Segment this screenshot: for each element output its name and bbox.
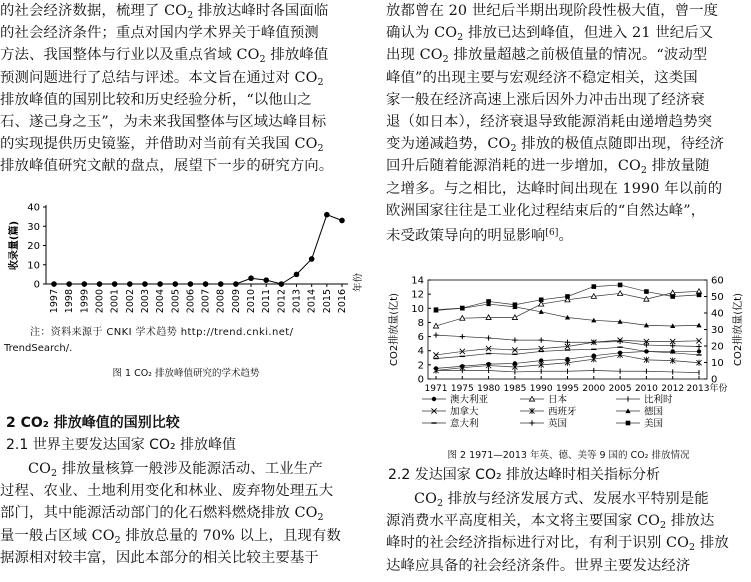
marker-square [592,284,597,289]
y-left-tick-label: 8 [417,317,424,329]
data-point [324,212,330,218]
text-line: $CO_2$ 排放与经济发展方式、发展水平特别是能 [414,491,709,509]
x-tick-label: 1985 [503,384,527,394]
y-right-tick-label: 10 [711,358,724,369]
legend-label: 日本 [548,394,568,406]
text-line: 欧洲国家往往是工业化过程结束后的“自然达峰”， [386,202,706,219]
x-tick-label: 2006 [185,289,197,314]
x-tick-label: 1971 [424,384,448,394]
y-left-tick-label: 4 [417,346,424,358]
marker-square [460,306,465,311]
y-right-tick-label: 60 [711,275,724,287]
text-line: 源消费水平高度相关，本文将主要国家 $CO_2$ 排放达 [386,513,715,532]
legend-label: 德国 [644,406,664,418]
x-tick-label: 2009 [230,289,242,314]
x-tick-label: 2015 [321,289,333,314]
marker-plus [618,339,623,344]
text-line: 未受政策导向的明显影响[6]。 [386,227,573,244]
legend-item [616,418,663,430]
marker-triangle [618,291,623,296]
text-line: 排放峰值的国别比较和历史经验分析，“以他山之 [0,91,312,108]
marker-square [670,294,675,299]
text-line: 回升后随着能源消耗的进一步增加，$CO_2$ 排放量随 [386,158,710,177]
right-paragraph-2 [386,488,751,577]
text-line: 过程、农业、土地利用变化和林业、废弃物处理五大 [0,483,334,500]
right-paragraph-1 [386,0,751,244]
data-point [263,277,269,283]
text-line: 之增多。与之相比，达峰时间出现在 1990 年以前的 [386,180,723,197]
marker-square [626,421,631,426]
legend-label: 澳大利亚 [450,394,489,406]
x-tick-label: 2003 [139,289,151,314]
figure-1-note [30,325,372,340]
x-tick-label: 1998 [64,289,76,314]
x-tick-label: 2001 [109,289,121,314]
y-right-tick-label: 20 [711,341,724,353]
text-line: 确认为 $CO_2$ 排放已达到峰值，但进入 21 世纪后又 [386,25,714,44]
figure-1-chart [0,198,372,326]
x-tick-label: 2016 [337,289,348,314]
y-tick-label: 40 [27,202,40,214]
x-tick-label: 2010 [246,289,258,314]
y-right-tick-label: 40 [711,308,724,320]
legend-item [422,418,479,430]
x-tick-label: 2007 [200,289,212,314]
figure-2-chart [386,268,751,448]
series-8 [434,283,702,312]
marker-dot [432,397,436,401]
y-right-tick-label: 30 [711,325,724,336]
data-point [294,272,300,278]
text-line: 石、遂己身之玉”，为未来我国整体与区域达峰目标 [0,113,327,130]
y-tick-label: 20 [27,241,40,252]
legend-item [616,394,673,406]
text-line: 部门，其中能源活动部门的化石燃料燃烧排放 $CO_2$ [0,505,324,524]
text-line: 放都曾在 20 世纪后半期出现阶段性极大值，曾一度 [386,3,719,19]
x-tick-label: 2008 [215,289,227,314]
marker-square [486,299,491,304]
legend-label: 比利时 [644,394,673,406]
series-6 [436,368,699,375]
marker-plus [696,344,701,349]
text-line: 的社会经济条件；重点对国内学术界关于峰值预测 [0,25,319,42]
text-line: 变为递减趋势，$CO_2$ 排放的极值点随即出现，待经济 [386,136,725,155]
legend-label: 美国 [644,418,664,430]
x-tick-label: 2013年份 [686,384,728,394]
x-unit-label: 年份 [353,272,364,292]
marker-plus [529,420,534,425]
text-line: 出现 $CO_2$ 排放量超越之前极值量的情况。“波动型 [386,47,708,66]
subsection-title-2-2: 2.2 发达国家 CO₂ 排放达峰时相关指标分析 [388,467,661,483]
y-tick-label: 10 [27,260,40,272]
y-left-tick-label: 6 [417,332,424,344]
text-line: 的实现提供历史镜鉴，并借助对当前有关我国 $CO_2$ [0,136,324,155]
x-tick-label: 2000 [582,384,606,394]
text-line: 峰时的社会经济指标进行对比，有利于识别 $CO_2$ 排放 [386,535,729,554]
text-line: 方法、我国整体与行业以及重点省域 $CO_2$ 排放峰值 [0,47,329,66]
y-left-tick-label: 12 [411,289,424,301]
x-tick-label: 1999 [79,289,91,314]
y-tick-label: 30 [27,221,40,233]
section-title: 2 CO₂ 排放峰值的国别比较 [6,415,180,431]
x-tick-label: 2004 [155,289,167,314]
text-line: 预测问题进行了总结与评述。本文旨在通过对 $CO_2$ [0,69,324,88]
text-line: 的社会经济数据，梳理了 $CO_2$ 排放达峰时各国面临 [0,3,329,21]
legend-label: 加拿大 [450,406,479,418]
y-axis-label: 收录量(篇) [9,220,20,271]
data-point [339,218,345,224]
figure-1-note-line2: TrendSearch/. [4,343,73,354]
legend-item [520,406,577,418]
text-line: 排放峰值研究文献的盘点，展望下一步的研究方向。 [0,158,334,175]
legend-label: 西班牙 [548,406,577,418]
text-line: 据源相对较丰富，因此本部分的相关比较主要基于 [0,549,319,566]
x-tick-label: 2005 [170,289,182,314]
subsection-title-2-1: 2.1 世界主要发达国家 CO₂ 排放峰值 [6,437,237,453]
x-tick-label: 1990 [529,384,553,394]
text-line: $CO_2$ 排放量核算一般涉及能源活动、工业生产 [28,461,323,479]
marker-square [644,289,649,294]
series-line [436,347,699,358]
marker-square [697,293,702,298]
left-paragraph-2 [0,458,372,569]
x-tick-label: 2012 [661,384,685,394]
text-line: 达峰应具备的社会经济条件。世界主要发达经济 [386,557,691,574]
legend-item [520,418,567,430]
legend-item [520,394,568,406]
x-tick-label: 2005 [608,384,632,394]
y-left-axis-label: CO2排放量(亿t) [389,293,400,366]
x-tick-label: 1997 [49,289,60,314]
y-tick-label: 0 [33,279,40,291]
legend-label: 英国 [548,418,568,430]
figure-1-caption: 图 1 CO₂ 排放峰值研究的学术趋势 [112,368,260,379]
figure-1-note-line1: 注：资料来源于 CNKI 学术趋势 http://trend.cnki.net/ [30,327,294,338]
x-tick-label: 2000 [94,289,106,314]
data-point [309,256,315,262]
text-line: 量一般占区域 $CO_2$ 排放总量的 70% 以上，且现有数 [0,527,341,546]
left-paragraph-1 [0,0,372,178]
y-left-tick-label: 0 [417,374,424,386]
x-tick-label: 2011 [261,289,273,314]
x-tick-label: 2012 [276,289,288,314]
x-tick-label: 2013 [291,289,303,314]
legend-item [422,406,479,418]
marker-plus [512,338,517,343]
x-tick-label: 1980 [477,384,501,394]
y-left-tick-label: 10 [411,303,424,315]
x-tick-label: 2014 [306,289,318,314]
marker-square [618,283,623,288]
x-tick-label: 2010 [634,384,658,394]
legend-label: 意大利 [450,418,479,430]
text-line: 峰值”的出现主要与宏观经济不稳定相关，这类国 [386,69,698,86]
text-line: 退（如日本），经济衰退导致能源消耗由递增趋势突 [386,113,713,130]
legend-item [616,406,663,418]
figure-2-caption: 图 2 1971—2013 年英、德、美等 9 国的 CO₂ 排放情况 [447,450,690,461]
marker-square [565,294,570,299]
marker-plus [486,335,491,340]
text-line: 家一般在经济高速上涨后因外力冲击出现了经济衰 [386,91,705,108]
series-2 [433,347,701,358]
marker-plus [433,333,438,338]
y-right-tick-label: 50 [711,292,724,303]
y-left-tick-label: 14 [411,275,424,287]
x-tick-label: 1995 [556,384,579,394]
x-tick-label: 2002 [124,289,136,314]
marker-dot [697,349,701,353]
y-right-axis-label: CO2排放量(亿t) [733,293,744,366]
marker-square [513,302,518,307]
y-right-tick-label: 0 [711,374,718,386]
legend-item [422,394,489,406]
figure-1 [0,198,372,363]
marker-plus [460,334,465,339]
y-left-tick-label: 2 [417,360,424,372]
x-tick-label: 1975 [450,384,474,394]
data-point [248,275,254,281]
marker-square [539,298,544,303]
figure-2 [386,268,751,458]
marker-square [434,307,439,312]
marker-plus [539,338,544,343]
